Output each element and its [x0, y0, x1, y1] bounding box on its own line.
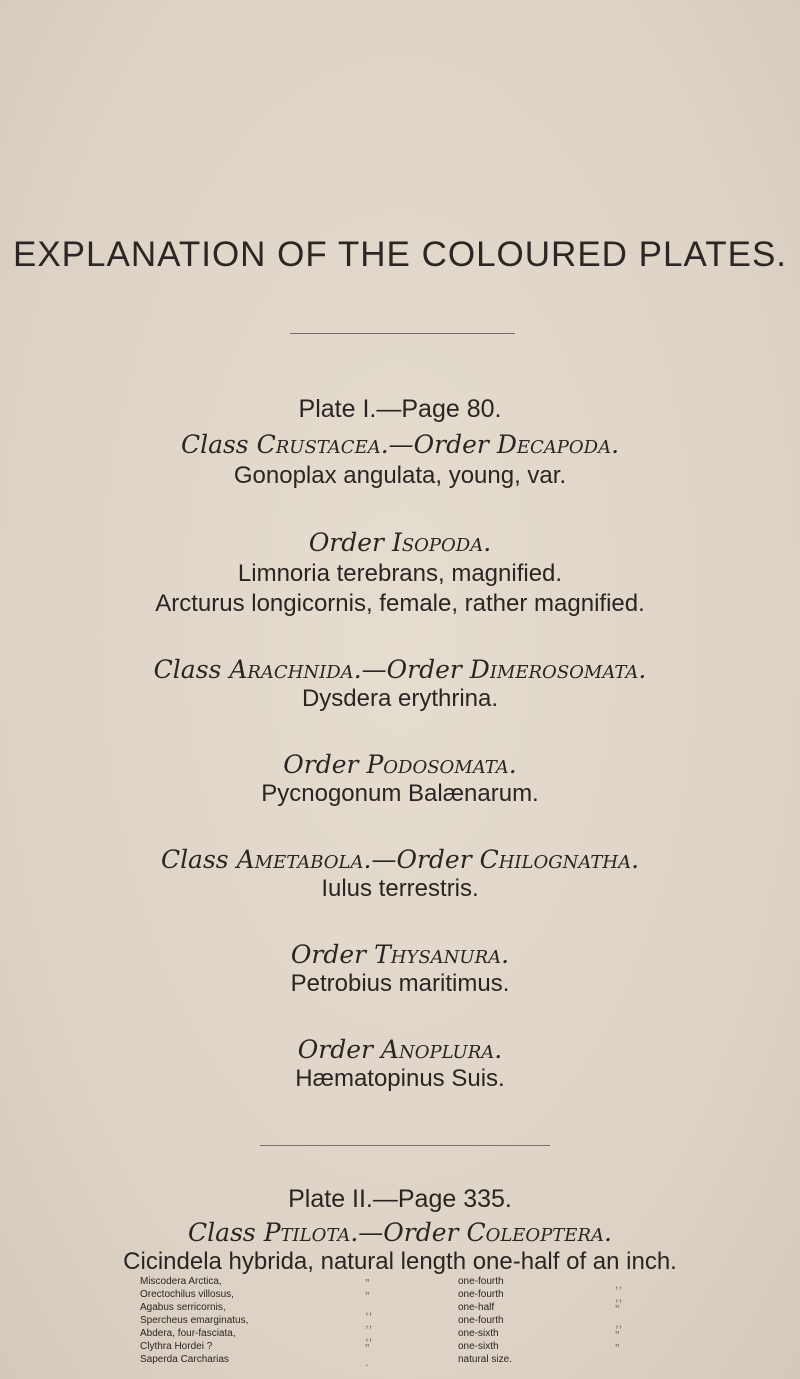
- order-isopoda-heading: Order Isopoda.: [308, 528, 492, 557]
- species-limnoria: Limnoria terebrans, magnified.: [237, 560, 563, 587]
- size-value: one-fourth: [458, 1315, 504, 1326]
- size-value: natural size.: [458, 1354, 512, 1365]
- size-value: one-sixth: [458, 1328, 499, 1339]
- table-row: [140, 1276, 760, 1289]
- ditto-mark: ”: [615, 1302, 620, 1317]
- table-row: [140, 1302, 760, 1315]
- ditto-mark: ,,: [365, 1302, 373, 1317]
- table-row: [140, 1341, 760, 1354]
- section-divider: [260, 1145, 550, 1146]
- ditto-mark: ,,: [615, 1276, 623, 1291]
- order-anoplura-heading: Order Anoplura.: [297, 1035, 503, 1064]
- species-size-table: [140, 1276, 760, 1367]
- ditto-mark: ”: [365, 1276, 370, 1291]
- order-thysanura-heading: Order Thysanura.: [290, 940, 510, 969]
- ditto-mark: ,,: [615, 1315, 623, 1330]
- size-value: one-fourth: [458, 1289, 504, 1300]
- table-row: [140, 1328, 760, 1341]
- species-name: Miscodera Arctica,: [140, 1276, 222, 1287]
- species-gonoplax: Gonoplax angulata, young, var.: [233, 462, 567, 489]
- class-crustacea-heading: Class Crustacea.—Order Decapoda.: [180, 430, 620, 459]
- class-ptilota-heading: Class Ptilota.—Order Coleoptera.: [188, 1218, 612, 1247]
- table-row: [140, 1354, 760, 1367]
- plate-2-title: Plate II.—Page 335.: [288, 1185, 512, 1213]
- order-podosomata-heading: Order Podosomata.: [283, 750, 517, 779]
- size-value: one-half: [458, 1302, 495, 1313]
- plate-1-title: Plate I.—Page 80.: [298, 395, 502, 423]
- species-name: Agabus serricornis,: [140, 1302, 226, 1313]
- species-iulus: Iulus terrestris.: [321, 875, 479, 902]
- ditto-mark: ,,: [365, 1315, 373, 1330]
- ditto-mark: ”: [615, 1328, 620, 1343]
- species-haematopinus: Hæmatopinus Suis.: [295, 1065, 505, 1092]
- species-dysdera: Dysdera erythrina.: [301, 685, 499, 712]
- ditto-mark: ”: [615, 1341, 620, 1356]
- species-arcturus: Arcturus longicornis, female, rather magnified.: [155, 590, 645, 617]
- species-name: Clythra Hordei ?: [140, 1341, 213, 1352]
- class-ametabola-heading: Class Ametabola.—Order Chilognatha.: [160, 845, 640, 874]
- table-row: [140, 1315, 760, 1328]
- ditto-mark: .: [365, 1354, 369, 1369]
- page-heading: EXPLANATION OF THE COLOURED PLATES.: [12, 235, 788, 274]
- species-name: Spercheus emarginatus,: [140, 1315, 249, 1326]
- heading-divider: [290, 333, 515, 334]
- size-value: one-fourth: [458, 1276, 504, 1287]
- ditto-mark: ”: [365, 1341, 370, 1356]
- species-name: Abdera, four-fasciata,: [140, 1328, 236, 1339]
- species-petrobius: Petrobius maritimus.: [290, 970, 510, 997]
- species-name: Orectochilus villosus,: [140, 1289, 234, 1300]
- ditto-mark: ,,: [365, 1328, 373, 1343]
- species-pycnogonum: Pycnogonum Balænarum.: [261, 780, 539, 807]
- species-name: Saperda Carcharias: [140, 1354, 229, 1365]
- table-row: [140, 1289, 760, 1302]
- ditto-mark: ”: [365, 1289, 370, 1304]
- ditto-mark: ,,: [615, 1289, 623, 1304]
- size-value: one-sixth: [458, 1341, 499, 1352]
- species-cicindela: Cicindela hybrida, natural length one-half of an inch.: [123, 1248, 677, 1275]
- class-arachnida-heading: Class Arachnida.—Order Dimerosomata.: [153, 655, 647, 684]
